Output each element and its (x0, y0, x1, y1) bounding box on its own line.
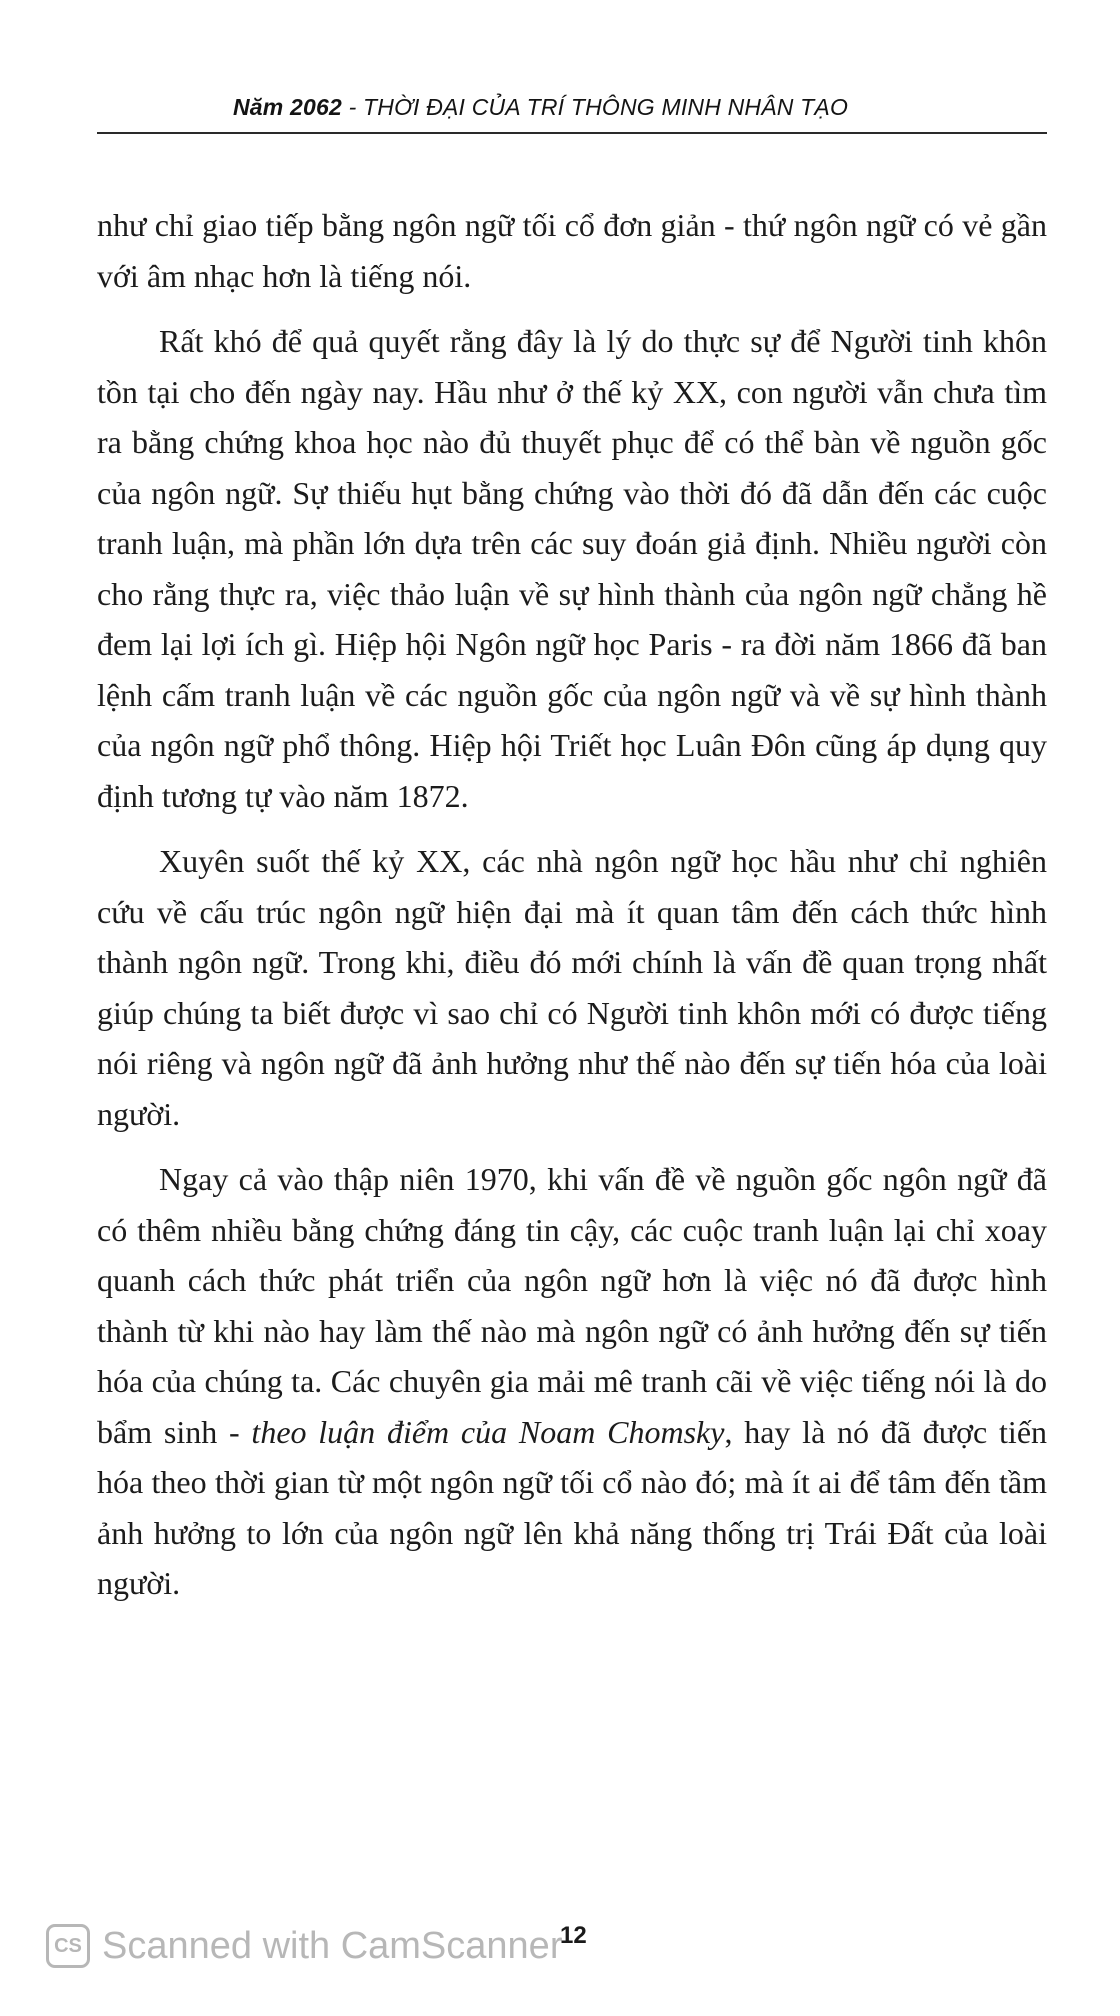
paragraph-3: Xuyên suốt thế kỷ XX, các nhà ngôn ngữ học hầu như chỉ nghiên cứu về cấu trúc ngôn ngữ hiện đại mà ít quan tâm đến cách thức hình thành ngôn ngữ. Trong khi, điều đó mới chính là vấn đề quan trọng nhất giúp chúng ta biết được vì sao chỉ có Người tinh khôn mới có được tiếng nói riêng và ngôn ngữ đã ảnh hưởng như thế nào đến sự tiến hóa của loài người. (97, 843, 1047, 1132)
paragraph-4-text-after: , hay là nó đã được tiến hóa theo thời gian từ một ngôn ngữ tối cổ nào đó; mà ít ai để tâm đến tầm ảnh hưởng to lớn của ngôn ngữ lên khả năng thống trị Trái Đất của loài người. (97, 1413, 1048, 1601)
watermark-text: Scanned with CamScanner (102, 1924, 563, 1967)
paragraph-2: Rất khó để quả quyết rằng đây là lý do thực sự để Người tinh khôn tồn tại cho đến ngày nay. Hầu như ở thế kỷ XX, con người vẫn chưa tìm ra bằng chứng khoa học nào đủ thuyết phục để có thể bàn về nguồn gốc của ngôn ngữ. Sự thiếu hụt bằng chứng vào thời đó đã dẫn đến các cuộc tranh luận, mà phần lớn dựa trên các suy đoán giả định. Nhiều người còn cho rằng thực ra, việc thảo luận về sự hình thành của ngôn ngữ chẳng hề đem lại lợi ích gì. Hiệp hội Ngôn ngữ học Paris - ra đời năm 1866 đã ban lệnh cấm tranh luận về các nguồn gốc của ngôn ngữ và về sự hình thành của ngôn ngữ phổ thông. Hiệp hội Triết học Luân Đôn cũng áp dụng quy định tương tự vào năm 1872. (97, 323, 1047, 814)
body-text (97, 200, 1047, 1624)
paragraph-1: như chỉ giao tiếp bằng ngôn ngữ tối cổ đơn giản - thứ ngôn ngữ có vẻ gần với âm nhạc hơn là tiếng nói. (97, 207, 1047, 294)
paragraph-4-italic-citation: theo luận điểm của Noam Chomsky (251, 1413, 725, 1450)
camscanner-watermark (46, 1924, 562, 1968)
camscanner-logo-icon: CS (46, 1924, 90, 1968)
header-title-rest: - THỜI ĐẠI CỦA TRÍ THÔNG MINH NHÂN TẠO (342, 94, 849, 120)
running-header (233, 94, 913, 121)
page-number: 12 (560, 1922, 587, 1949)
paragraph-4 (97, 1154, 1047, 1609)
header-rule (97, 132, 1047, 134)
header-title-bold: Năm 2062 (233, 94, 343, 120)
paragraph-4-text-before: Ngay cả vào thập niên 1970, khi vấn đề về nguồn gốc ngôn ngữ đã có thêm nhiều bằng chứng đáng tin cậy, các cuộc tranh luận lại chỉ xoay quanh cách thức phát triển của ngôn ngữ hơn là việc nó đã được hình thành từ khi nào hay làm thế nào mà ngôn ngữ có ảnh hưởng đến sự tiến hóa của chúng ta. Các chuyên gia mải mê tranh cãi về việc tiếng nói là do bẩm sinh - (97, 1161, 1047, 1450)
